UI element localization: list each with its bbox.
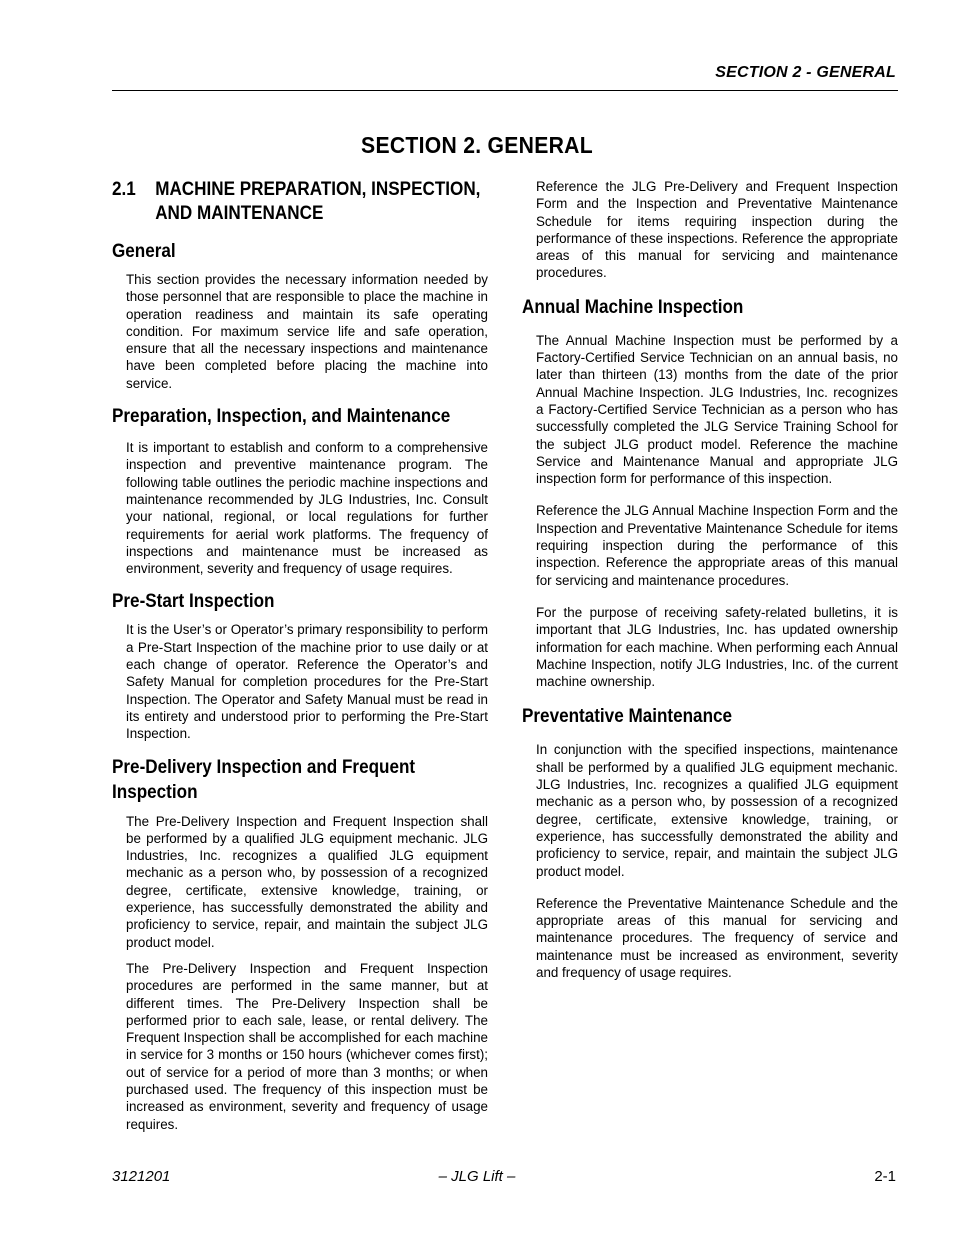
preparation-paragraph: It is important to establish and conform to a comprehensive inspection and preventive maintenance program. The following table outlines the periodic machine inspections and maintenance recommended by JLG Industries, Inc. Consult your national, regional, or local regulations for further requirements for aerial work platforms. The frequency of inspections and maintenance must be increased as environment, severity and frequency of usage requires. [126,440,488,577]
preventative-heading: Preventative Maintenance [522,706,733,728]
annual-paragraph-2: Reference the JLG Annual Machine Inspection Form and the Inspection and Preventative Maintenance Schedule for items requiring inspection during the performance of this inspection. Reference the appropriate areas of this manual for servicing and maintenance procedures. [536,503,898,588]
general-paragraph: This section provides the necessary information needed by those personnel that are responsible to place the machine in operation readiness and maintain its safe operating condition. For maximum service life and safe operation, ensure that all the necessary inspections and maintenance have been completed before placing the machine into service. [126,272,488,391]
predelivery-paragraph-2: The Pre-Delivery Inspection and Frequent Inspection procedures are performed in the same manner, but at different times. The Pre-Delivery Inspection shall be performed prior to each sale, lease, or rental delivery. The Frequent Inspection shall be accomplished for each machine in service for 3 months or 150 hours (whichever comes first); out of service for a period of more than 3 months; or when purchased used. The frequency of this inspection must be increased as environment, severity and frequency of usage requires. [126,960,488,1132]
left-column [112,178,490,1133]
preventative-paragraph-2: Reference the Preventative Maintenance Schedule and the appropriate areas of this manual for servicing and maintenance procedures. The frequency of service and maintenance must be increased as environment, severity and frequency of usage requires. [536,895,898,980]
header-rule [112,90,898,91]
right-column [522,178,900,981]
predelivery-heading-line1: Pre-Delivery Inspection and Frequent [112,756,416,778]
footer-doc-number: 3121201 [112,1168,171,1185]
subsection-title-line1: MACHINE PREPARATION, INSPECTION, [155,179,481,200]
general-heading: General [112,241,176,262]
subsection-title-line2: AND MAINTENANCE [155,203,324,224]
predelivery-heading-line2: Inspection [112,781,198,803]
running-header: SECTION 2 - GENERAL [715,64,896,81]
prestart-paragraph: It is the User’s or Operator’s primary responsibility to perform a Pre-Start Inspection of the machine prior to use daily or at each change of operator. Reference the Operator’s and Safety Manual for completion procedures for the Pre-Start Inspection. The Operator and Safety Manual must be read in its entirety and understood prior to performing the Pre-Start Inspection. [126,622,488,742]
annual-inspection-heading: Annual Machine Inspection [522,296,744,318]
subsection-heading [112,178,481,202]
preventative-paragraph-1: In conjunction with the specified inspections, maintenance shall be performed by a qualified JLG equipment mechanic. JLG Industries, Inc. recognizes a qualified JLG equipment mechanic as a person who, by possession of a recognized degree, certificate, extensive knowledge, training, or experience, has successfully demonstrated the ability and proficiency to service, repair, and maintain the subject JLG product model. [536,742,898,879]
predelivery-paragraph-3: Reference the JLG Pre-Delivery and Frequent Inspection Form and the Inspection and Preventative Maintenance Schedule for items requiring inspection during the performance of these inspections. Reference the appropriate areas of this manual for servicing and maintenance procedures. [536,179,898,281]
prestart-heading: Pre-Start Inspection [112,591,275,613]
footer-center: – JLG Lift – [438,1168,516,1185]
section-title: SECTION 2. GENERAL [361,132,593,158]
annual-paragraph-1: The Annual Machine Inspection must be performed by a Factory-Certified Service Technician on an annual basis, no later than thirteen (13) months from the date of the prior Annual Machine Inspection. JLG Industries, Inc. recognizes a Factory-Certified Service Technician as a person who has successfully completed the JLG Service Training School for the subject JLG product model. Reference the machine Service and Maintenance Manual and appropriate JLG inspection form for performance of this inspection. [536,332,898,487]
preparation-heading: Preparation, Inspection, and Maintenance [112,406,451,428]
subsection-number: 2.1 [112,179,136,200]
annual-paragraph-3: For the purpose of receiving safety-related bulletins, it is important that JLG Industries, Inc. has updated ownership information for each machine. When performing each Annual Machine Inspection, notify JLG Industries, Inc. of the current machine ownership. [536,604,898,690]
footer-page-number: 2-1 [874,1168,896,1185]
predelivery-paragraph-1: The Pre-Delivery Inspection and Frequent Inspection shall be performed by a qualified JLG equipment mechanic. JLG Industries, Inc. recognizes a qualified JLG equipment mechanic as a person who, by possession of a recognized degree, certificate, extensive knowledge, training, or experience, has successfully demonstrated the ability and proficiency to service, repair, and maintain the subject JLG product model. [126,813,488,950]
